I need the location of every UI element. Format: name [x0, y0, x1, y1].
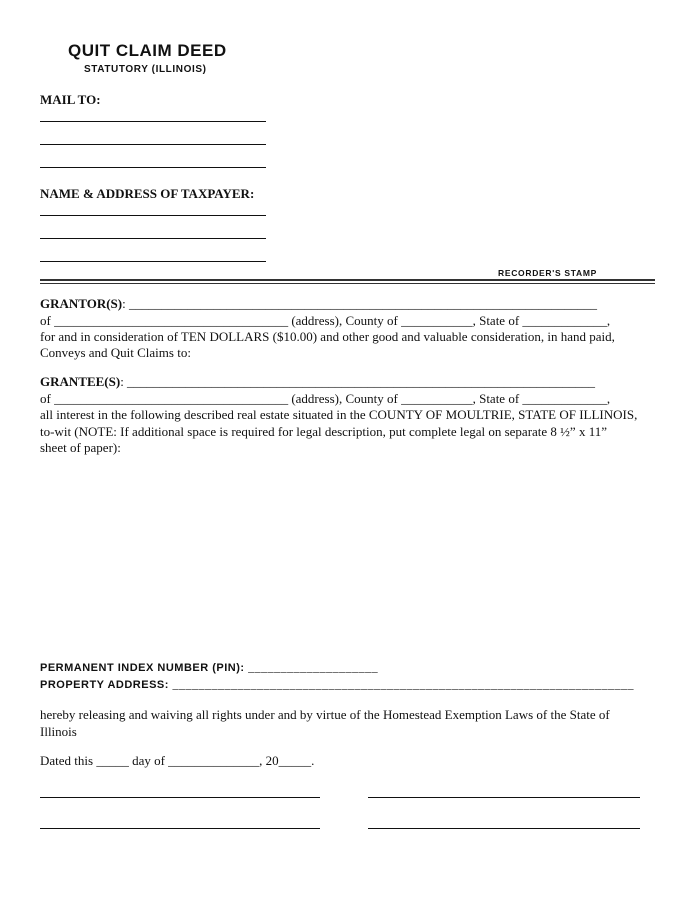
grantee-note-text: to-wit (NOTE: If additional space is required for legal description, put complete legal on separate 8 ½” x 11”: [40, 424, 607, 439]
grantor-address-line[interactable]: of ____________________________________ (address), County of ___________, State of _____________,: [40, 313, 611, 328]
section-divider-bottom: [40, 283, 655, 284]
signature-line-left-2[interactable]: [40, 828, 320, 829]
taxpayer-line-1[interactable]: [40, 215, 266, 216]
signature-line-right-2[interactable]: [368, 828, 640, 829]
grantor-consideration-text: for and in consideration of TEN DOLLARS ($10.00) and other good and valuable consideration, in hand paid,: [40, 329, 615, 344]
document-subtitle: STATUTORY (ILLINOIS): [84, 64, 207, 75]
section-divider-top: [40, 279, 655, 281]
mail-to-line-2[interactable]: [40, 144, 266, 145]
pin-blank[interactable]: ____________________: [248, 660, 379, 674]
signature-line-left-1[interactable]: [40, 797, 320, 798]
grantee-interest-text: all interest in the following described real estate situated in the COUNTY OF MOULTRIE, STATE OF ILLINOIS,: [40, 407, 638, 422]
homestead-text-line-2: Illinois: [40, 724, 77, 739]
grantee-blank[interactable]: : ________________________________________________________________________: [120, 374, 596, 389]
grantee-label: GRANTEE(S): [40, 374, 121, 389]
taxpayer-label: NAME & ADDRESS OF TAXPAYER:: [40, 186, 255, 201]
property-address-label: PROPERTY ADDRESS:: [40, 679, 169, 691]
mail-to-line-3[interactable]: [40, 167, 266, 168]
taxpayer-line-3[interactable]: [40, 261, 266, 262]
grantor-line[interactable]: [40, 296, 597, 312]
mail-to-label: MAIL TO:: [40, 92, 101, 107]
grantor-label: GRANTOR(S): [40, 296, 123, 311]
dated-line[interactable]: Dated this _____ day of ______________, 20_____.: [40, 753, 315, 768]
taxpayer-line-2[interactable]: [40, 238, 266, 239]
recorders-stamp-label: RECORDER'S STAMP: [498, 268, 598, 278]
grantor-conveys-text: Conveys and Quit Claims to:: [40, 345, 191, 360]
homestead-text-line-1: hereby releasing and waiving all rights under and by virtue of the Homestead Exemption Laws of the State of: [40, 707, 610, 722]
document-title: QUIT CLAIM DEED: [68, 41, 227, 60]
signature-line-right-1[interactable]: [368, 797, 640, 798]
property-address-line[interactable]: [40, 677, 634, 692]
property-address-blank[interactable]: _______________________________________________________________________: [172, 677, 634, 691]
grantee-address-line[interactable]: of ____________________________________ (address), County of ___________, State of _____________,: [40, 391, 611, 406]
pin-label: PERMANENT INDEX NUMBER (PIN):: [40, 662, 245, 674]
grantor-blank[interactable]: : ________________________________________________________________________: [122, 296, 597, 311]
pin-line[interactable]: [40, 660, 378, 675]
grantee-sheet-text: sheet of paper):: [40, 440, 121, 455]
grantee-line[interactable]: [40, 374, 595, 390]
legal-description-area[interactable]: [40, 460, 655, 650]
mail-to-line-1[interactable]: [40, 121, 266, 122]
